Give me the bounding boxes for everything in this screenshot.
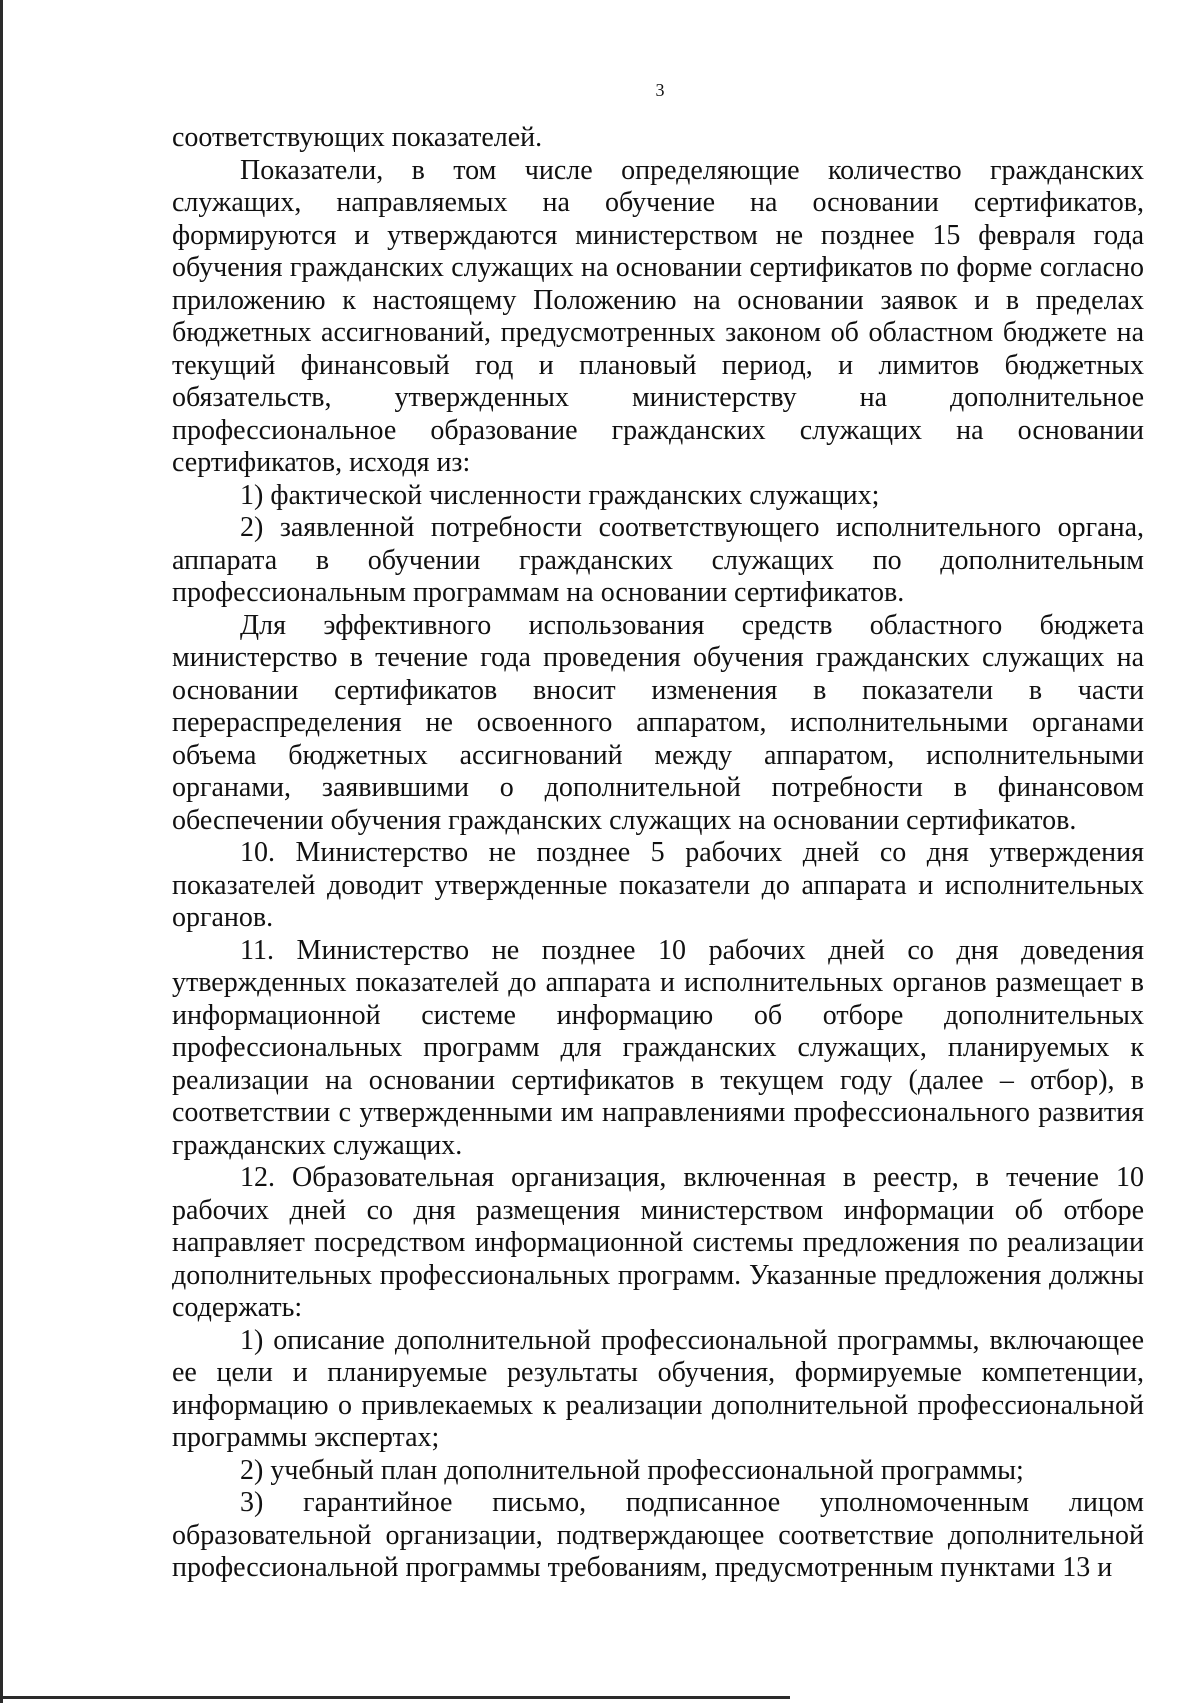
clause-12-item-1: 1) описание дополнительной профессиональной программы, включающее ее цели и планируемые результаты обучения, формируемые компетенции, информацию о привлекаемых к реализации дополнительной профессиональной программы экспертах; [172, 1324, 1144, 1453]
clause-12-item-2: 2) учебный план дополнительной профессиональной программы; [240, 1454, 1024, 1486]
clause-11: 11. Министерство не позднее 10 рабочих дней со дня доведения утвержденных показателей до аппарата и исполнительных органов размещает в информационной системе информацию об отборе дополнительных профессиональных программ для гражданских служащих, планируемых к реализации на основании сертификатов в текущем году (далее – отбор), в соответствии с утвержденными им направлениями профессионального развития гражданских служащих. [172, 934, 1144, 1161]
clause-12-item-3: 3) гарантийное письмо, подписанное уполномоченным лицом образовательной организации, подтверждающее соответствие дополнительной профессиональной программы требованиям, предусмотренным пунктами 13 и [172, 1487, 1144, 1583]
paragraph-indicators: Показатели, в том числе определяющие количество гражданских служащих, направляемых на обучение на основании сертификатов, формируются и утверждаются министерством не позднее 15 февраля года обучения гражданских служащих на основании сертификатов по форме согласно приложению к настоящему Положению на основании заявок и в пределах бюджетных ассигнований, предусмотренных законом об областном бюджете на текущий финансовый год и плановый период, и лимитов бюджетных обязательств, утвержденных министерству на дополнительное профессиональное образование гражданских служащих на основании сертификатов, исходя из: [172, 154, 1144, 478]
scan-edge-left [0, 0, 3, 1703]
scan-edge-bottom [0, 1696, 790, 1699]
clause-10: 10. Министерство не позднее 5 рабочих дней со дня утверждения показателей доводит утвержденные показатели до аппарата и исполнительных органов. [172, 837, 1144, 933]
clause-12: 12. Образовательная организация, включенная в реестр, в течение 10 рабочих дней со дня размещения министерством информации об отборе направляет посредством информационной системы предложения по реализации дополнительных профессиональных программ. Указанные предложения должны содержать: [172, 1162, 1144, 1323]
document-body [172, 122, 1144, 1585]
page-number: 3 [655, 80, 665, 100]
list-item-1-actual-headcount: 1) фактической численности гражданских служащих; [240, 479, 880, 511]
list-item-2-declared-need: 2) заявленной потребности соответствующего исполнительного органа, аппарата в обучении гражданских служащих по дополнительным профессиональным программам на основании сертификатов. [172, 512, 1144, 608]
paragraph-efficient-use: Для эффективного использования средств областного бюджета министерство в течение года проведения обучения гражданских служащих на основании сертификатов вносит изменения в показатели в части перераспределения не освоенного аппаратом, исполнительными органами объема бюджетных ассигнований между аппаратом, исполнительными органами, заявившими о дополнительной потребности в финансовом обеспечении обучения гражданских служащих на основании сертификатов. [172, 609, 1144, 836]
paragraph-continuation: соответствующих показателей. [172, 122, 543, 153]
